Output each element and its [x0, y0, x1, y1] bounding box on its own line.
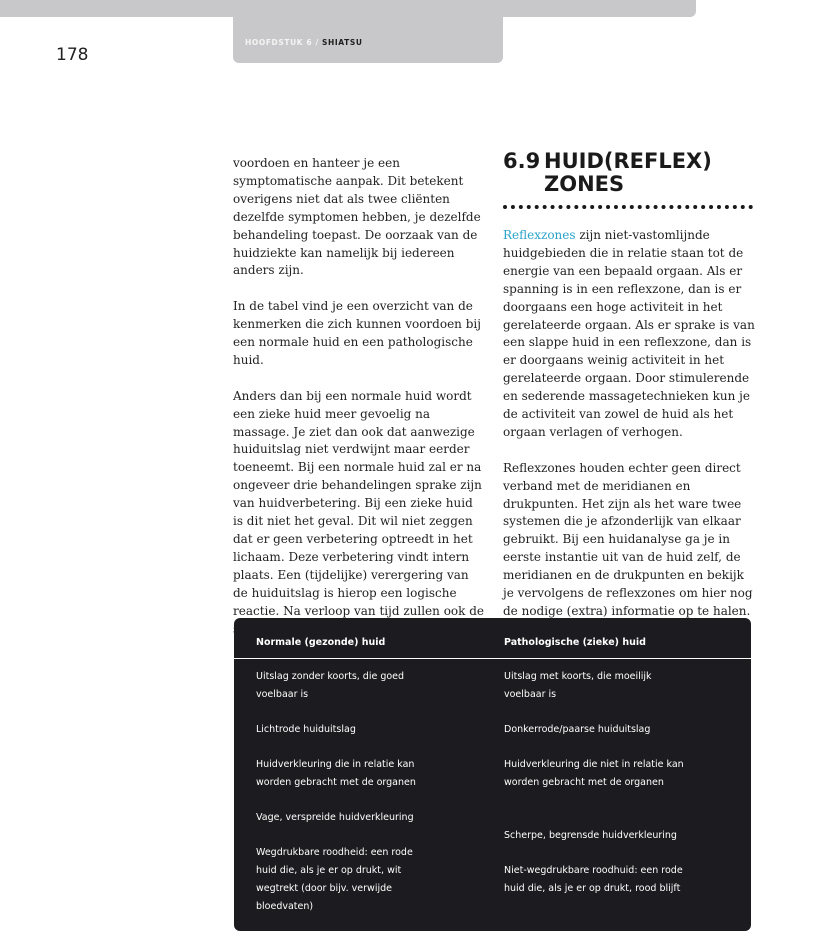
left-column [233, 155, 485, 656]
left-paragraph-3: Anders dan bij een normale huid wordt een zieke huid meer gevoelig na massage. Je ziet dan ook dat aanwezige huiduitslag niet verdwijnt maar eerder toeneemt. Bij een normale huid zal er na ongeveer drie behandelingen sprake zijn van huidverbetering. Bij een zieke huid is dit niet het geval. Dit wil niet zeggen dat er geen verbetering optreedt in het lichaam. Deze verbetering vindt intern plaats. Een (tijdelijke) verergering van de huiduitslag is hierop een logische reactie. Na verloop van tijd zullen ook de [233, 388, 485, 618]
chapter-label: HOOFDSTUK 6 [245, 38, 313, 47]
right-column [503, 227, 755, 639]
left-paragraph-2: In de tabel vind je een overzicht van de kenmerken die zich kunnen voordoen bij een normale huid en een pathologische huid. [233, 299, 481, 367]
right-paragraph-1 [503, 227, 755, 442]
table-cell-pathological-1: Uitslag met koorts, die moeilijk voelbaar is [504, 671, 652, 700]
section-title: HUID(REFLEX) ZONES [544, 149, 712, 196]
table-cell-pathological-3: Huidverkleuring die niet in relatie kan worden gebracht met de organen [504, 759, 684, 788]
table-header-pathological: Pathologische (zieke) huid [504, 637, 646, 648]
table-header-divider [234, 658, 751, 659]
term-reflexzones: Reflexzones [503, 228, 576, 242]
right-paragraph-1-text: zijn niet-vastomlijnde huidgebieden die in relatie staan tot de energie van een bepaald orgaan. Als er spanning is in een reflexzone, dan is er doorgaans een hoge activiteit in het gerelateerde orgaan. Als er sprake is van een slappe huid in een reflexzone, dan is er doorgaans weinig activiteit in het gerelateerde orgaan. Door stimulerende en sederende massagetechnieken kun je de activiteit van zowel de huid als het orgaan verlagen of verhogen. [503, 228, 755, 439]
left-paragraph-1: voordoen en hanteer je een symptomatische aanpak. Dit betekent overigens niet dat als twee cliënten dezelfde symptomen hebben, je dezelfde behandeling toepast. De oorzaak van de huidziekte kan namelijk bij iedereen anders zijn. [233, 156, 481, 278]
comparison-table [234, 618, 751, 931]
heading-divider [503, 205, 753, 209]
chapter-title: SHIATSU [322, 38, 363, 47]
right-paragraph-2: Reflexzones houden echter geen direct verband met de meridianen en drukpunten. Het zijn als het ware twee systemen die je afzonderlijk van elkaar gebruikt. Bij een huidanalyse ga je in eerste instantie uit van de huid zelf, de meridianen en de drukpunten en bekijk je vervolgens de reflexzones om hier nog de nodige (extra) informatie op te halen. [503, 460, 753, 619]
page-number: 178 [56, 45, 89, 65]
table-cell-normal-3: Huidverkleuring die in relatie kan worden gebracht met de organen [256, 759, 416, 788]
chapter-tab [233, 0, 503, 63]
table-cell-normal-5: Wegdrukbare roodheid: een rode huid die, als je er op drukt, wit wegtrekt (door bijv. verwijde bloedvaten) [256, 847, 413, 912]
table-cell-pathological-5: Niet-wegdrukbare roodhuid: een rode huid die, als je er op drukt, rood blijft [504, 865, 683, 894]
table-cell-normal-1: Uitslag zonder koorts, die goed voelbaar is [256, 671, 405, 700]
table-header-normal: Normale (gezonde) huid [256, 637, 386, 648]
chapter-breadcrumb: HOOFDSTUK 6 / SHIATSU [245, 38, 363, 47]
table-cell-normal-2: Lichtrode huiduitslag [256, 724, 356, 735]
section-number: 6.9 [503, 149, 541, 173]
table-cell-normal-4: Vage, verspreide huidverkleuring [256, 812, 414, 823]
table-cell-pathological-4: Scherpe, begrensde huidverkleuring [504, 830, 677, 841]
table-cell-pathological-2: Donkerrode/paarse huiduitslag [504, 724, 651, 735]
